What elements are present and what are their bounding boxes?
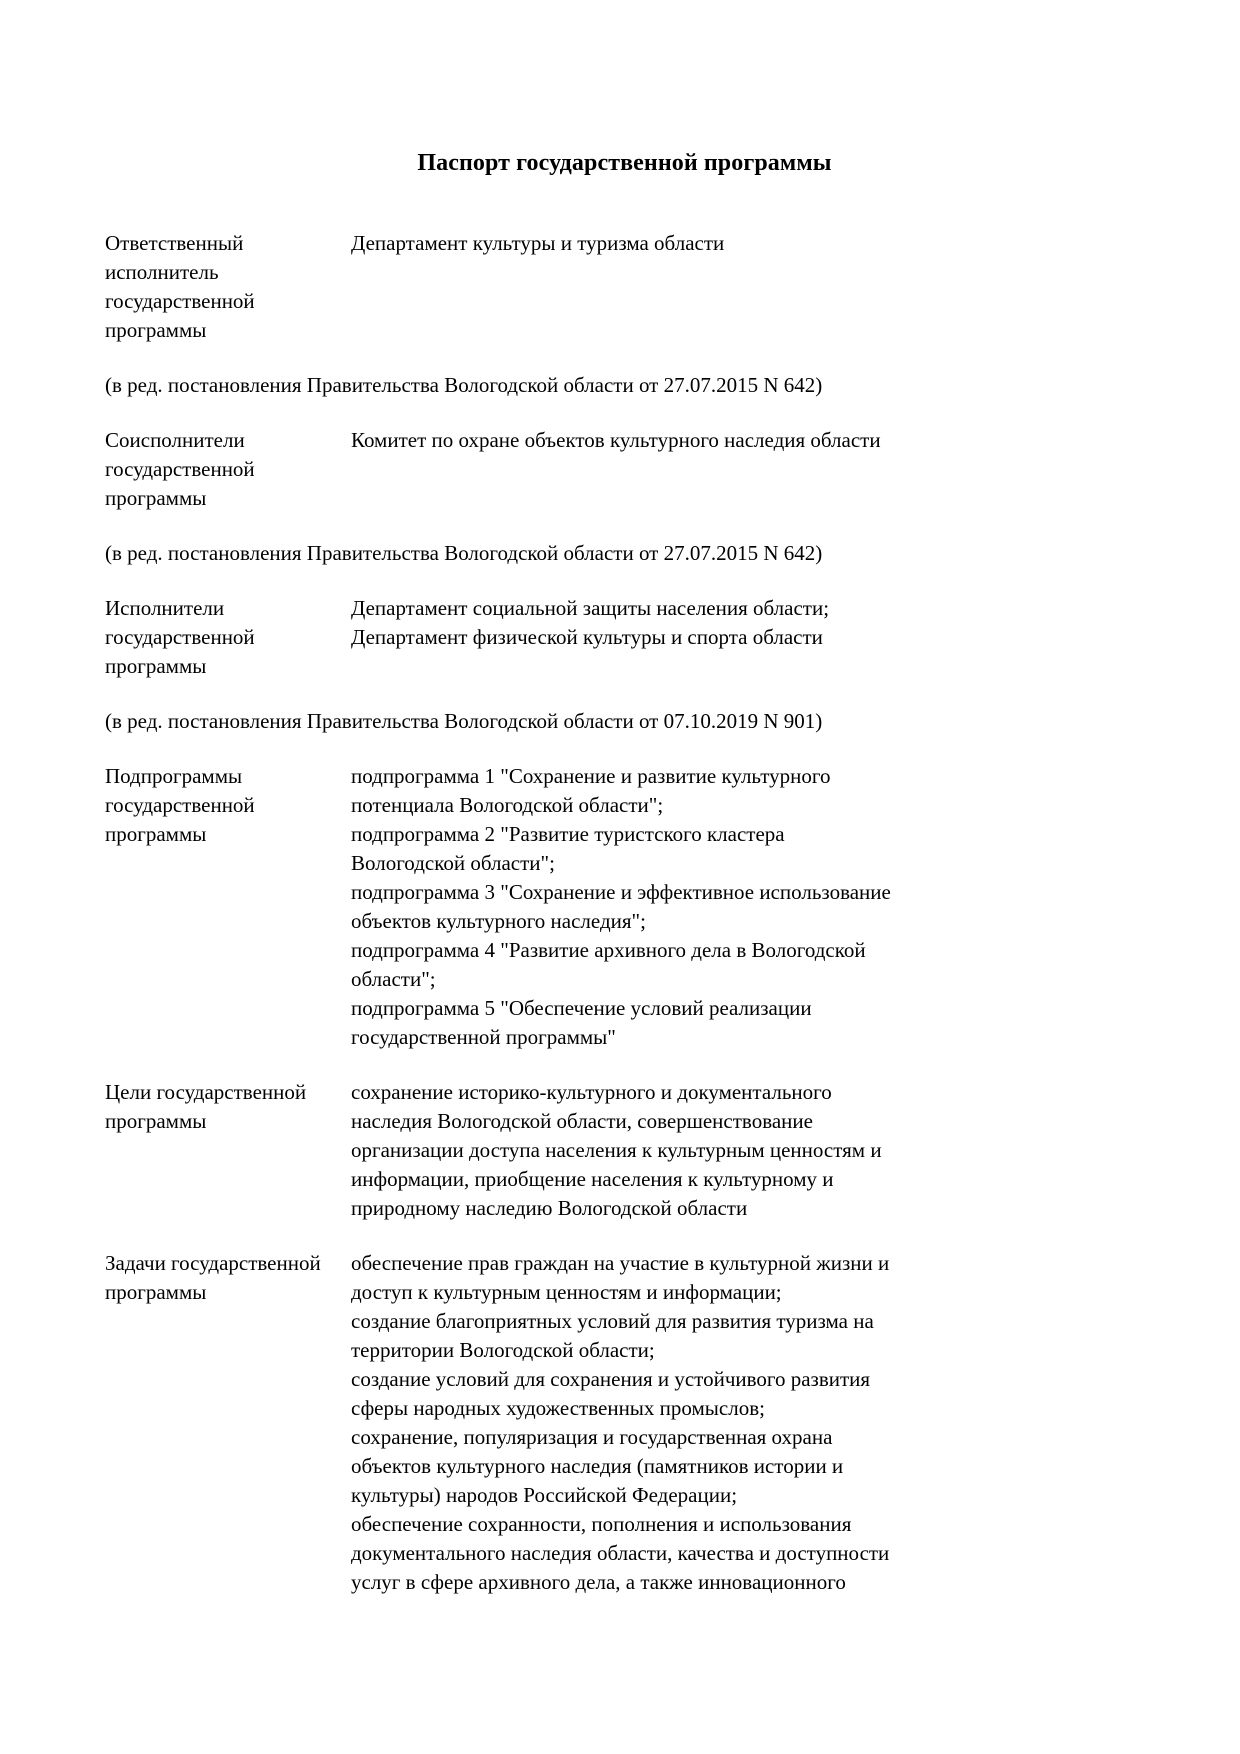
value-line: территории Вологодской области; bbox=[351, 1338, 655, 1362]
value-line: доступ к культурным ценностям и информации; bbox=[351, 1280, 782, 1304]
amendment-note-3: (в ред. постановления Правительства Вологодской области от 07.10.2019 N 901) bbox=[105, 709, 823, 733]
row-label-executors: Исполнители государственной программы bbox=[105, 596, 255, 678]
passport-row-co-executors bbox=[105, 426, 1130, 513]
value-line: подпрограмма 4 "Развитие архивного дела в Вологодской bbox=[351, 938, 866, 962]
row-value-executors bbox=[351, 594, 1130, 652]
value-line: объектов культурного наследия (памятников истории и bbox=[351, 1454, 844, 1478]
page-title: Паспорт государственной программы bbox=[417, 150, 832, 176]
row-label-tasks: Задачи государственной программы bbox=[105, 1251, 321, 1304]
value-line: природному наследию Вологодской области bbox=[351, 1196, 748, 1220]
value-line: объектов культурного наследия"; bbox=[351, 909, 646, 933]
amendment-note-2: (в ред. постановления Правительства Вологодской области от 27.07.2015 N 642) bbox=[105, 541, 823, 565]
value-line: Департамент физической культуры и спорта области bbox=[351, 625, 823, 649]
row-value-responsible-executor bbox=[351, 229, 1130, 258]
row-value-tasks bbox=[351, 1249, 1130, 1597]
value-line: создание условий для сохранения и устойчивого развития bbox=[351, 1367, 871, 1391]
value-line: создание благоприятных условий для развития туризма на bbox=[351, 1309, 874, 1333]
value-line: культуры) народов Российской Федерации; bbox=[351, 1483, 738, 1507]
value-line: подпрограмма 3 "Сохранение и эффективное использование bbox=[351, 880, 891, 904]
value-line: информации, приобщение населения к культурному и bbox=[351, 1167, 834, 1191]
row-label-co-executors: Соисполнители государственной программы bbox=[105, 428, 255, 510]
value-line: Департамент социальной защиты населения области; bbox=[351, 596, 830, 620]
value-line: области"; bbox=[351, 967, 436, 991]
passport-row-tasks bbox=[105, 1249, 1130, 1597]
row-label-responsible-executor: Ответственный исполнитель государственной программы bbox=[105, 231, 255, 342]
value-line: организации доступа населения к культурным ценностям и bbox=[351, 1138, 882, 1162]
passport-row-subprograms bbox=[105, 762, 1130, 1052]
value-line: потенциала Вологодской области"; bbox=[351, 793, 664, 817]
passport-row-goals bbox=[105, 1078, 1130, 1223]
passport-row-responsible-executor bbox=[105, 229, 1130, 345]
value-line: услуг в сфере архивного дела, а также инновационного bbox=[351, 1570, 846, 1594]
row-value-goals bbox=[351, 1078, 1130, 1223]
value-line: подпрограмма 5 "Обеспечение условий реализации bbox=[351, 996, 812, 1020]
value-line: Комитет по охране объектов культурного наследия области bbox=[351, 428, 881, 452]
value-line: документального наследия области, качества и доступности bbox=[351, 1541, 890, 1565]
passport-row-executors bbox=[105, 594, 1130, 681]
row-label-goals: Цели государственной программы bbox=[105, 1080, 307, 1133]
value-line: сохранение, популяризация и государственная охрана bbox=[351, 1425, 833, 1449]
value-line: обеспечение прав граждан на участие в культурной жизни и bbox=[351, 1251, 890, 1275]
value-line: Вологодской области"; bbox=[351, 851, 555, 875]
value-line: сферы народных художественных промыслов; bbox=[351, 1396, 765, 1420]
value-line: подпрограмма 2 "Развитие туристского кластера bbox=[351, 822, 785, 846]
value-line: Департамент культуры и туризма области bbox=[351, 231, 725, 255]
amendment-note-1: (в ред. постановления Правительства Вологодской области от 27.07.2015 N 642) bbox=[105, 373, 823, 397]
value-line: наследия Вологодской области, совершенствование bbox=[351, 1109, 813, 1133]
row-value-subprograms bbox=[351, 762, 1130, 1052]
value-line: подпрограмма 1 "Сохранение и развитие культурного bbox=[351, 764, 831, 788]
value-line: государственной программы" bbox=[351, 1025, 616, 1049]
row-label-subprograms: Подпрограммы государственной программы bbox=[105, 764, 255, 846]
value-line: обеспечение сохранности, пополнения и использования bbox=[351, 1512, 852, 1536]
row-value-co-executors bbox=[351, 426, 1130, 455]
value-line: сохранение историко-культурного и документального bbox=[351, 1080, 832, 1104]
